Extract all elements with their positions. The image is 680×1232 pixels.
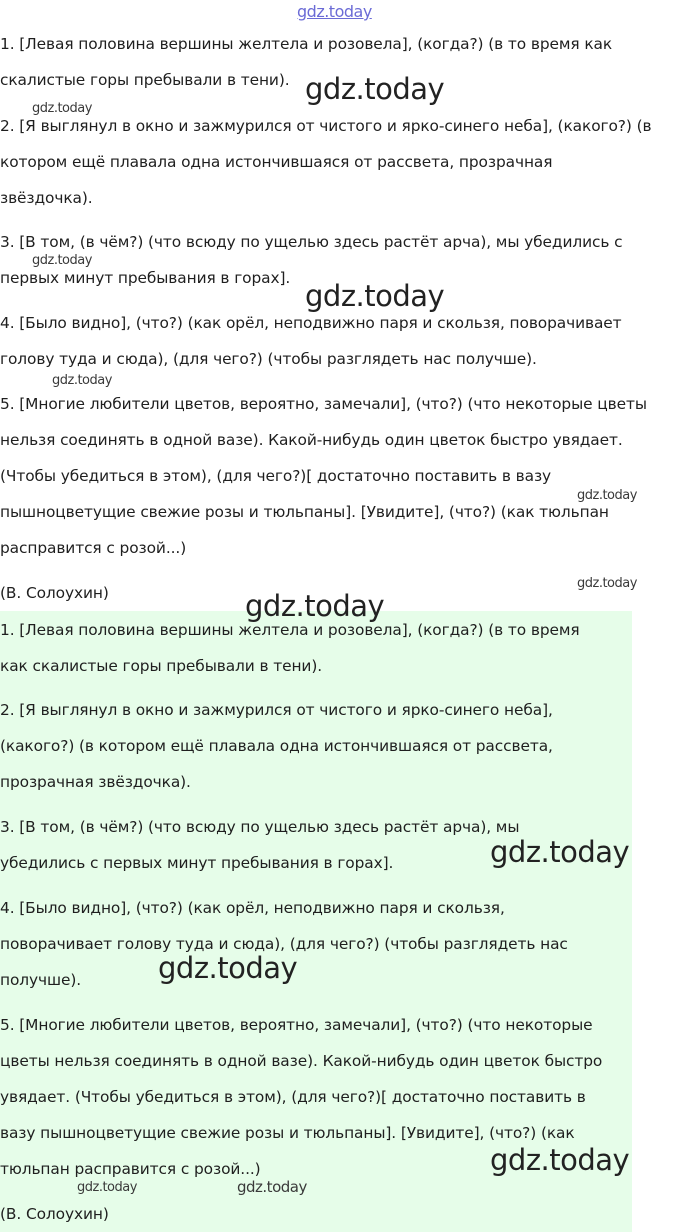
watermark: gdz.today [577, 576, 637, 591]
text-line: голову туда и сюда), (для чего?) (чтобы разглядеть нас получше). [0, 350, 537, 368]
watermark: gdz.today [577, 488, 637, 503]
text-line: (какого?) (в котором ещё плавала одна истончившаяся от рассвета, [0, 737, 553, 755]
text-line: звёздочка). [0, 189, 93, 207]
text-line: нельзя соединять в одной вазе). Какой-нибудь один цветок быстро увядает. [0, 431, 623, 449]
bottom-author [0, 1196, 109, 1232]
text-line: (Чтобы убедиться в этом), (для чего?)[ достаточно поставить в вазу [0, 467, 552, 485]
text-line: как скалистые горы пребывали в тени). [0, 657, 323, 675]
top-paragraph-5 [0, 386, 647, 566]
text-line: 4. [Было видно], (что?) (как орёл, неподвижно паря и скользя, поворачивает [0, 314, 622, 332]
watermark: gdz.today [305, 72, 445, 106]
top-author [0, 575, 109, 611]
text-line: прозрачная звёздочка). [0, 773, 191, 791]
text-line: получше). [0, 971, 82, 989]
text-line: 5. [Многие любители цветов, вероятно, замечали], (что?) (что некоторые цветы [0, 395, 647, 413]
text-line: 5. [Многие любители цветов, вероятно, замечали], (что?) (что некоторые [0, 1016, 593, 1034]
watermark: gdz.today [52, 373, 112, 388]
top-paragraph-2 [0, 108, 651, 216]
bottom-paragraph-2 [0, 692, 553, 800]
text-line: увядает. (Чтобы убедиться в этом), (для чего?)[ достаточно поставить в [0, 1088, 586, 1106]
author-line: (В. Солоухин) [0, 1205, 109, 1223]
watermark: gdz.today [490, 835, 630, 869]
text-line: 1. [Левая половина вершины желтела и розовела], (когда?) (в то время [0, 621, 580, 639]
watermark: gdz.today [237, 1178, 307, 1196]
text-line: 3. [В том, (в чём?) (что всюду по ущелью здесь растёт арча), мы [0, 818, 520, 836]
text-line: 4. [Было видно], (что?) (как орёл, неподвижно паря и скользя, [0, 899, 505, 917]
text-line: 2. [Я выглянул в окно и зажмурился от чистого и ярко-синего неба], (какого?) (в [0, 117, 652, 135]
watermark: gdz.today [490, 1143, 630, 1177]
top-paragraph-4 [0, 305, 622, 377]
text-line: расправится с розой...) [0, 539, 187, 557]
text-line: убедились с первых минут пребывания в горах]. [0, 854, 394, 872]
watermark: gdz.today [32, 101, 92, 116]
text-line: вазу пышноцветущие свежие розы и тюльпаны]. [Увидите], (что?) (как [0, 1124, 575, 1142]
author-line: (В. Солоухин) [0, 584, 109, 602]
text-line: первых минут пребывания в горах]. [0, 269, 291, 287]
text-line: пышноцветущие свежие розы и тюльпаны]. [Увидите], (что?) (как тюльпан [0, 503, 609, 521]
watermark: gdz.today [77, 1180, 137, 1195]
bottom-paragraph-3 [0, 809, 519, 881]
text-line: цветы нельзя соединять в одной вазе). Какой-нибудь один цветок быстро [0, 1052, 603, 1070]
text-line: 2. [Я выглянул в окно и зажмурился от чистого и ярко-синего неба], [0, 701, 553, 719]
text-line: 3. [В том, (в чём?) (что всюду по ущелью здесь растёт арча), мы убедились с [0, 233, 623, 251]
watermark: gdz.today [245, 589, 385, 623]
text-line: 1. [Левая половина вершины желтела и розовела], (когда?) (в то время как [0, 35, 613, 53]
text-line: тюльпан расправится с розой...) [0, 1160, 261, 1178]
watermark: gdz.today [32, 253, 92, 268]
text-line: котором ещё плавала одна истончившаяся от рассвета, прозрачная [0, 153, 553, 171]
watermark: gdz.today [158, 951, 298, 985]
site-link[interactable]: gdz.today [297, 2, 372, 21]
text-line: поворачивает голову туда и сюда), (для чего?) (чтобы разглядеть нас [0, 935, 568, 953]
text-line: скалистые горы пребывали в тени). [0, 71, 290, 89]
watermark: gdz.today [305, 279, 445, 313]
